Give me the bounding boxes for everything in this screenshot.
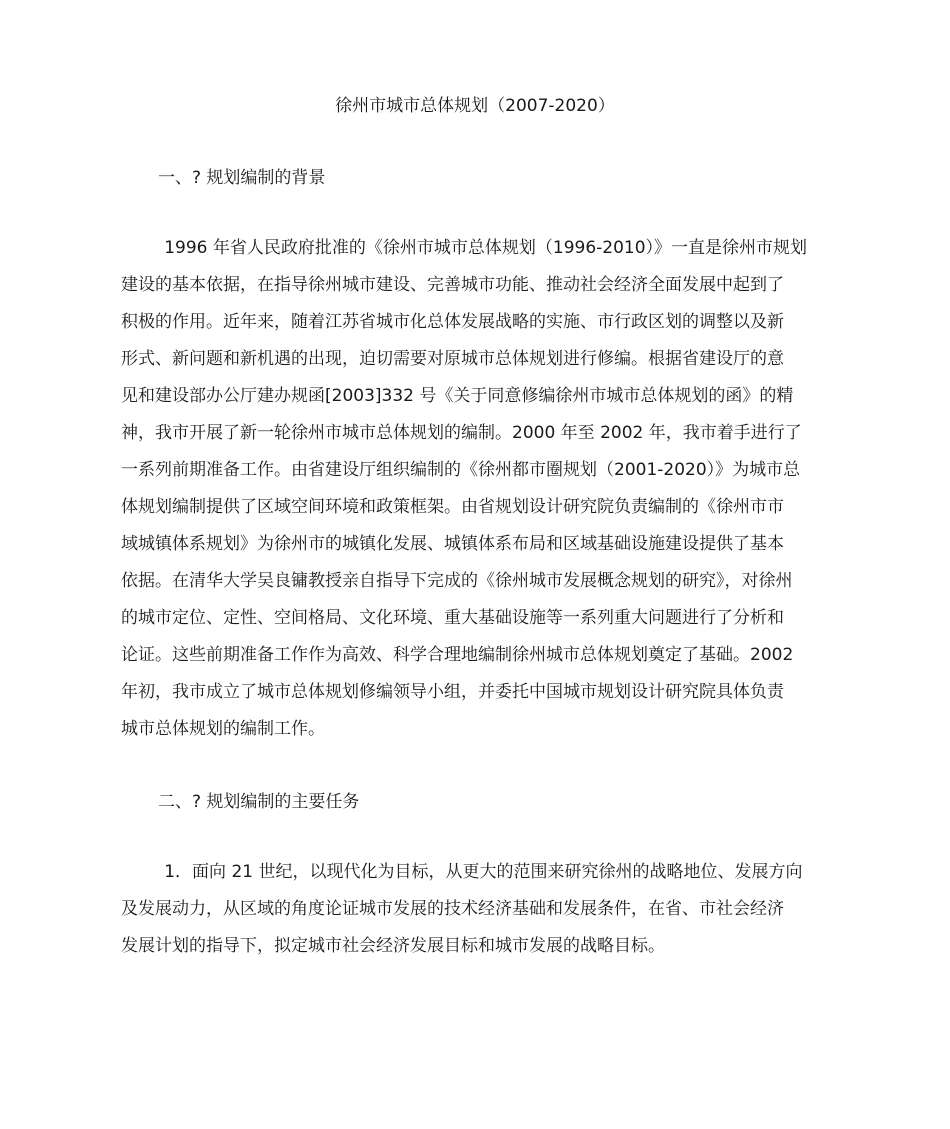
paragraph-line: 发展计划的指导下，拟定城市社会经济发展目标和城市发展的战略目标。	[121, 936, 665, 956]
section-paragraph-background	[121, 230, 831, 748]
paragraph-line: 一系列前期准备工作。由省建设厅组织编制的《徐州都市圈规划（2001-2020）》为城市总	[121, 460, 801, 480]
paragraph-line: 神，我市开展了新一轮徐州市城市总体规划的编制。2000 年至 2002 年，我市着手进行了	[121, 423, 802, 443]
paragraph-line: 1996 年省人民政府批准的《徐州市城市总体规划（1996-2010）》一直是徐州市规划	[121, 238, 808, 258]
paragraph-line: 依据。在清华大学吴良镛教授亲自指导下完成的《徐州城市发展概念规划的研究》，对徐州	[121, 571, 793, 591]
section-heading-tasks: 二、? 规划编制的主要任务	[158, 792, 360, 812]
paragraph-line: 年初，我市成立了城市总体规划修编领导小组，并委托中国城市规划设计研究院具体负责	[121, 682, 784, 702]
paragraph-line: 论证。这些前期准备工作作为高效、科学合理地编制徐州城市总体规划奠定了基础。2002	[121, 645, 794, 665]
paragraph-line: 城市总体规划的编制工作。	[121, 719, 325, 739]
paragraph-line: 1．面向 21 世纪，以现代化为目标，从更大的范围来研究徐州的战略地位、发展方向	[121, 862, 803, 882]
paragraph-line: 体规划编制提供了区域空间环境和政策框架。由省规划设计研究院负责编制的《徐州市市	[121, 497, 784, 517]
paragraph-line: 积极的作用。近年来，随着江苏省城市化总体发展战略的实施、市行政区划的调整以及新	[121, 312, 784, 332]
paragraph-line: 的城市定位、定性、空间格局、文化环境、重大基础设施等一系列重大问题进行了分析和	[121, 608, 784, 628]
paragraph-line: 及发展动力，从区域的角度论证城市发展的技术经济基础和发展条件，在省、市社会经济	[121, 899, 784, 919]
section-paragraph-tasks	[121, 854, 831, 965]
document-title: 徐州市城市总体规划（2007-2020）	[335, 96, 615, 116]
section-heading-background: 一、? 规划编制的背景	[158, 168, 326, 188]
paragraph-line: 域城镇体系规划》为徐州市的城镇化发展、城镇体系布局和区域基础设施建设提供了基本	[121, 534, 784, 554]
paragraph-line: 建设的基本依据，在指导徐州城市建设、完善城市功能、推动社会经济全面发展中起到了	[121, 275, 784, 295]
paragraph-line: 见和建设部办公厅建办规函[2003]332 号《关于同意修编徐州市城市总体规划的函》的精	[121, 386, 794, 406]
paragraph-line: 形式、新问题和新机遇的出现，迫切需要对原城市总体规划进行修编。根据省建设厅的意	[121, 349, 784, 369]
